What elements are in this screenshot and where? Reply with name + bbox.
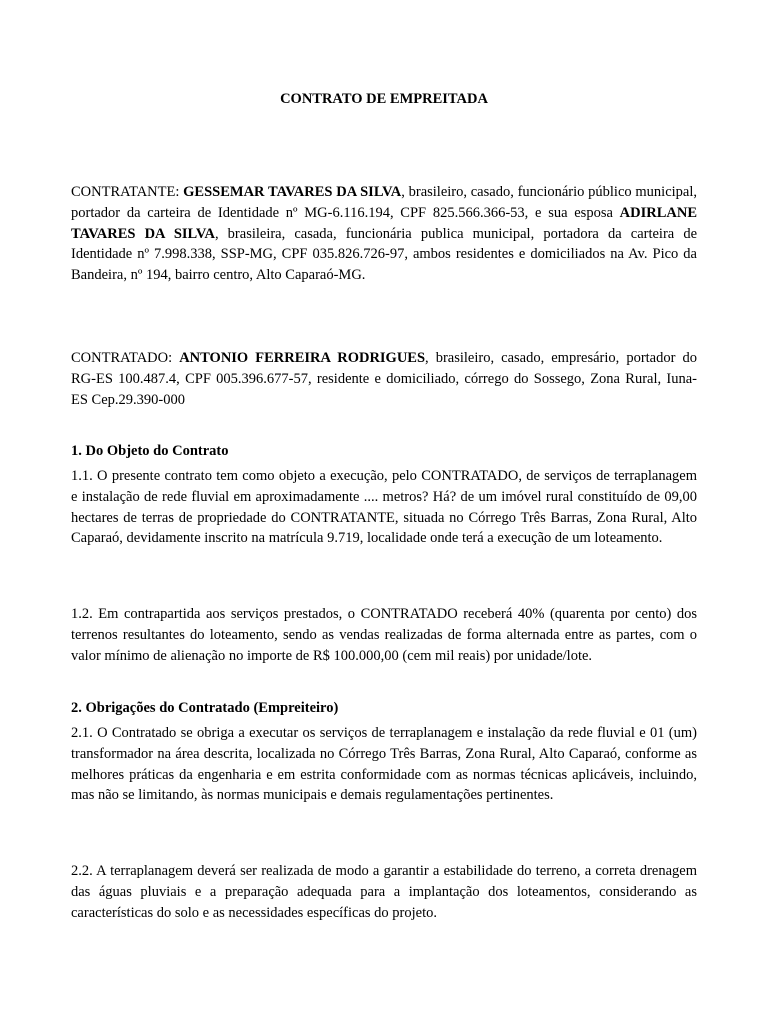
section-1-paragraph-2: 1.2. Em contrapartida aos serviços prestados, o CONTRATADO receberá 40% (quarenta por cento) dos terrenos resultantes do loteamento, sendo as vendas realizadas de forma alternada entre as partes, com o valor mínimo de alienação no importe de R$ 100.000,00 (cem mil reais) por unidade/lote. — [71, 606, 697, 664]
contratante-name-2: ADIRLANE TAVARES DA SILVA — [71, 204, 697, 242]
section-2-paragraph-2: 2.2. A terraplanagem deverá ser realizada de modo a garantir a estabilidade do terreno, a correta drenagem das águas pluviais e a preparação adequada para a implantação dos loteamentos, considerando as características do solo e as necessidades específicas do projeto. — [71, 863, 697, 921]
contratante-text-2: , brasileira, casada, funcionária publica municipal, portadora da carteira de Identidade nº 7.998.338, SSP-MG, CPF 035.826.726-97, ambos residentes e domiciliados na Av. Pico da Bandeira, nº 194, bairro centro, Alto Caparaó-MG. — [71, 225, 697, 284]
contratante-label: CONTRATANTE: — [71, 184, 184, 200]
contratante-paragraph — [71, 182, 697, 286]
contratado-label: CONTRATADO: — [71, 350, 180, 366]
contratado-paragraph — [71, 348, 697, 410]
section-2-heading: 2. Obrigações do Contratado (Empreiteiro) — [71, 700, 339, 716]
document-title: CONTRATO DE EMPREITADA — [280, 91, 488, 107]
section-1-paragraph-1: 1.1. O presente contrato tem como objeto a execução, pelo CONTRATADO, de serviços de terraplanagem e instalação de rede fluvial em aproximadamente .... metros? Há? de um imóvel rural constituído de 09,00 hectares de terras de propriedade do CONTRATANTE, situada no Córrego Três Barras, Zona Rural, Alto Caparaó, devidamente inscrito na matrícula 9.719, localidade onde terá a execução de um loteamento. — [71, 468, 697, 547]
section-1-heading: 1. Do Objeto do Contrato — [71, 443, 229, 459]
contratado-name: ANTONIO FERREIRA RODRIGUES — [179, 350, 426, 366]
contratado-text: , brasileiro, casado, empresário, portador do RG-ES 100.487.4, CPF 005.396.677-57, residente e domiciliado, córrego do Sossego, Zona Rural, Iuna- ES Cep.29.390-000 — [71, 350, 697, 408]
contratante-name-1: GESSEMAR TAVARES DA SILVA — [183, 184, 402, 200]
contratante-text-1: , brasileiro, casado, funcionário público municipal, portador da carteira de Identidade nº MG-6.116.194, CPF 825.566.366-53, e sua esposa — [71, 184, 698, 221]
section-2-paragraph-1: 2.1. O Contratado se obriga a executar os serviços de terraplanagem e instalação da rede fluvial e 01 (um) transformador na área descrita, localizada no Córrego Três Barras, Zona Rural, Alto Caparaó, conforme as melhores práticas da engenharia e em estrita conformidade com as normas técnicas aplicáveis, incluindo, mas não se limitando, às normas municipais e demais regulamentações pertinentes. — [71, 725, 697, 804]
